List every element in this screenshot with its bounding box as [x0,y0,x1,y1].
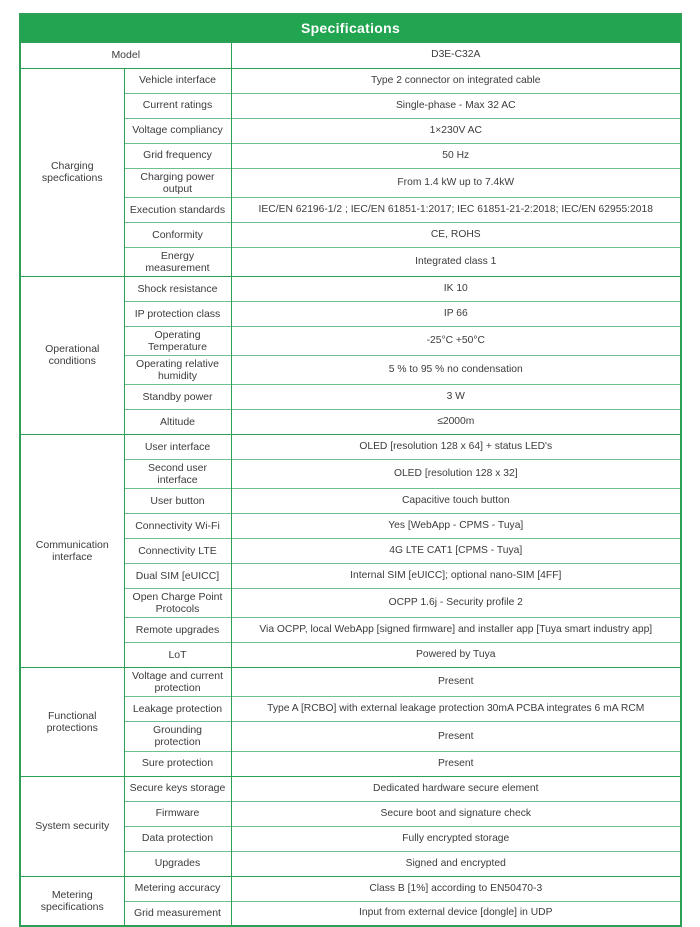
spec-label-cell: Leakage protection [124,697,231,722]
spec-value-cell: Type 2 connector on integrated cable [231,68,681,93]
spec-value-cell: Capacitive touch button [231,489,681,514]
spec-label-cell: Sure protection [124,751,231,776]
spec-label-cell: Grid frequency [124,143,231,168]
spec-label-cell: Connectivity Wi-Fi [124,514,231,539]
spec-value-cell: Present [231,668,681,697]
spec-label-cell: Conformity [124,222,231,247]
spec-value-cell: 3 W [231,385,681,410]
spec-label-cell: Firmware [124,801,231,826]
spec-label-cell: Vehicle interface [124,68,231,93]
spec-label-cell: Remote upgrades [124,618,231,643]
spec-value-cell: OCPP 1.6j - Security profile 2 [231,589,681,618]
spec-row [20,876,681,901]
spec-value-cell: Signed and encrypted [231,851,681,876]
spec-label-cell: Upgrades [124,851,231,876]
category-cell: Charging specfications [20,68,124,276]
spec-value-cell: 5 % to 95 % no condensation [231,355,681,384]
spec-body [20,42,681,926]
spec-label-cell: Data protection [124,826,231,851]
spec-label-cell: Altitude [124,410,231,435]
spec-label-cell: Grounding protection [124,722,231,751]
spec-label-cell: Voltage compliancy [124,118,231,143]
spec-value-cell: Present [231,751,681,776]
spec-value-cell: OLED [resolution 128 x 32] [231,460,681,489]
spec-label-cell: IP protection class [124,301,231,326]
header-row [20,14,681,42]
spec-value-cell: Class B [1%] according to EN50470-3 [231,876,681,901]
spec-value-cell: Integrated class 1 [231,247,681,276]
spec-value-cell: Single-phase - Max 32 AC [231,93,681,118]
spec-value-cell: Fully encrypted storage [231,826,681,851]
spec-value-cell: Secure boot and signature check [231,801,681,826]
spec-value-cell: 50 Hz [231,143,681,168]
spec-value-cell: 4G LTE CAT1 [CPMS - Tuya] [231,539,681,564]
spec-value-cell: Present [231,722,681,751]
spec-label-cell: Energy measurement [124,247,231,276]
category-cell: System security [20,776,124,876]
spec-row [20,276,681,301]
spec-value-cell: IK 10 [231,276,681,301]
category-cell: Communication interface [20,435,124,668]
spec-value-cell: Type A [RCBO] with external leakage protection 30mA PCBA integrates 6 mA RCM [231,697,681,722]
spec-label-cell: Standby power [124,385,231,410]
spec-row [20,668,681,697]
spec-value-cell: Yes [WebApp - CPMS - Tuya] [231,514,681,539]
spec-value-cell: Powered by Tuya [231,643,681,668]
spec-value-cell: Via OCPP, local WebApp [signed firmware] and installer app [Tuya smart industry app] [231,618,681,643]
category-cell: Metering specifications [20,876,124,926]
spec-label-cell: Dual SIM [eUICC] [124,564,231,589]
spec-value-cell: 1×230V AC [231,118,681,143]
spec-row [20,776,681,801]
spec-value-cell: ≤2000m [231,410,681,435]
spec-value-cell: IEC/EN 62196-1/2 ; IEC/EN 61851-1:2017; IEC 61851-21-2:2018; IEC/EN 62955:2018 [231,197,681,222]
spec-label-cell: Second user interface [124,460,231,489]
spec-value-cell: Dedicated hardware secure element [231,776,681,801]
spec-label-cell: Connectivity LTE [124,539,231,564]
model-row [20,42,681,68]
category-cell: Functional protections [20,668,124,776]
specifications-panel [19,13,680,927]
spec-value-cell: OLED [resolution 128 x 64] + status LED's [231,435,681,460]
spec-label-cell: Metering accuracy [124,876,231,901]
spec-label-cell: Open Charge Point Protocols [124,589,231,618]
spec-label-cell: User button [124,489,231,514]
spec-row [20,68,681,93]
spec-value-cell: Internal SIM [eUICC]; optional nano-SIM [4FF] [231,564,681,589]
table-title: Specifications [20,14,681,42]
category-cell: Operational conditions [20,276,124,434]
spec-label-cell: Operating relative humidity [124,355,231,384]
model-label-cell: Model [20,42,231,68]
spec-value-cell: CE, ROHS [231,222,681,247]
spec-row [20,435,681,460]
spec-label-cell: Charging power output [124,168,231,197]
spec-label-cell: Secure keys storage [124,776,231,801]
spec-label-cell: Operating Temperature [124,326,231,355]
spec-value-cell: IP 66 [231,301,681,326]
spec-value-cell: Input from external device [dongle] in UDP [231,901,681,926]
spec-label-cell: Execution standards [124,197,231,222]
spec-label-cell: LoT [124,643,231,668]
specifications-table [19,13,682,927]
spec-value-cell: -25°C +50°C [231,326,681,355]
spec-label-cell: Current ratings [124,93,231,118]
spec-value-cell: From 1.4 kW up to 7.4kW [231,168,681,197]
spec-label-cell: Grid measurement [124,901,231,926]
spec-label-cell: User interface [124,435,231,460]
spec-label-cell: Shock resistance [124,276,231,301]
model-value-cell: D3E-C32A [231,42,681,68]
spec-label-cell: Voltage and current protection [124,668,231,697]
